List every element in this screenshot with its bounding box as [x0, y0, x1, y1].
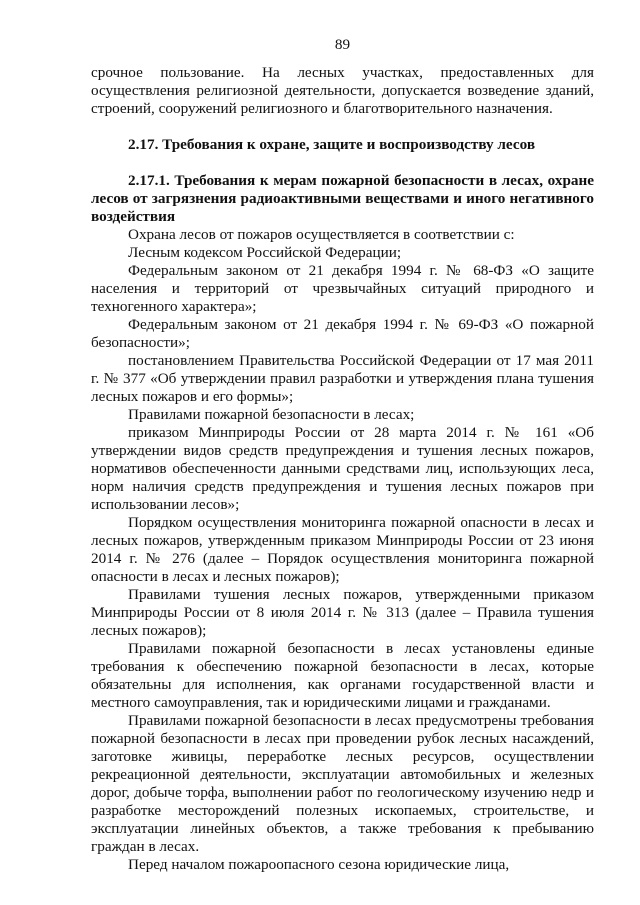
paragraph: Порядком осуществления мониторинга пожарной опасности в лесах и лесных пожаров, утвержденным приказом Минприроды России от 23 июня 2014 г. № 276 (далее – Порядок осуществления мониторинга пожарной опасности в лесах и лесных пожаров); — [91, 514, 594, 585]
paragraph: Охрана лесов от пожаров осуществляется в соответствии с: — [128, 226, 515, 243]
paragraph: Федеральным законом от 21 декабря 1994 г. № 69-ФЗ «О пожарной безопасности»; — [91, 316, 594, 351]
paragraph: Правилами пожарной безопасности в лесах предусмотрены требования пожарной безопасности в лесах при проведении рубок лесных насаждений, заготовке живицы, переработке лесных ресурсов, осуществлении рекреационной деятельности, эксплуатации автомобильных и железных дорог, добыче торфа, выполнении работ по геологическому изучению недр и разработке месторождений полезных ископаемых, строительстве, и эксплуатации линейных объектов, а также требования к пребыванию граждан в лесах. — [91, 712, 594, 855]
paragraph: Правилами пожарной безопасности в лесах; — [128, 406, 415, 423]
paragraph: Лесным кодексом Российской Федерации; — [128, 244, 402, 261]
section-heading: 2.17. Требования к охране, защите и воспроизводству лесов — [128, 136, 536, 153]
paragraph-continued: срочное пользование. На лесных участках, предоставленных для осуществления религиозной деятельности, допускается возведение зданий, строений, сооружений религиозного и благотворительного назначения. — [91, 64, 594, 117]
page-number: 89 — [334, 36, 351, 53]
paragraph: Федеральным законом от 21 декабря 1994 г. № 68-ФЗ «О защите населения и территорий от чрезвычайных ситуаций природного и техногенного характера»; — [91, 262, 594, 315]
paragraph: Правилами пожарной безопасности в лесах установлены единые требования к обеспечению пожарной безопасности в лесах, которые обязательны для исполнения, как органами государственной власти и местного самоуправления, так и юридическими лицами и гражданами. — [91, 640, 594, 711]
paragraph: постановлением Правительства Российской Федерации от 17 мая 2011 г. № 377 «Об утверждении правил разработки и утверждения плана тушения лесных пожаров и его формы»; — [91, 352, 594, 405]
subsection-heading: 2.17.1. Требования к мерам пожарной безопасности в лесах, охране лесов от загрязнения радиоактивными веществами и иного негативного воздействия — [91, 172, 594, 225]
paragraph: Правилами тушения лесных пожаров, утвержденными приказом Минприроды России от 8 июля 2014 г. № 313 (далее – Правила тушения лесных пожаров); — [91, 586, 594, 639]
paragraph: приказом Минприроды России от 28 марта 2014 г. № 161 «Об утверждении видов средств предупреждения и тушения лесных пожаров, нормативов обеспеченности данными средствами лиц, использующих леса, норм наличия средств предупреждения и тушения лесных пожаров при использовании лесов»; — [91, 424, 594, 513]
paragraph: Перед началом пожароопасного сезона юридические лица, — [128, 856, 510, 873]
